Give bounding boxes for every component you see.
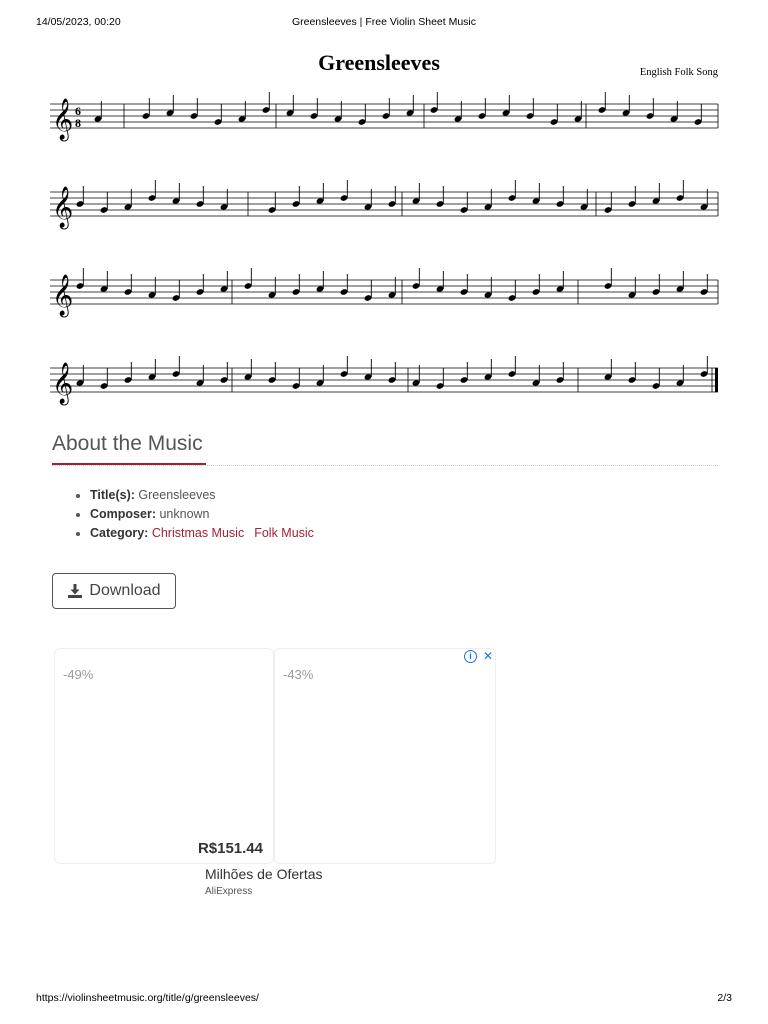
- print-page-title: Greensleeves | Free Violin Sheet Music: [291, 16, 477, 28]
- ad-title[interactable]: Milhões de Ofertas: [205, 866, 323, 882]
- ad-block: [52, 648, 494, 900]
- close-icon[interactable]: ✕: [482, 649, 494, 663]
- print-datetime: 14/05/2023, 00:20: [36, 16, 121, 28]
- meta-composer-key: Composer:: [90, 507, 156, 521]
- time-signature-top: 6: [75, 104, 81, 118]
- about-divider-accent: [52, 463, 206, 465]
- meta-category: [90, 526, 324, 540]
- sheet-music-image: [48, 44, 722, 414]
- info-icon[interactable]: i: [464, 650, 477, 663]
- ad-discount: -43%: [283, 667, 314, 682]
- treble-clef-icon: 𝄞: [52, 363, 74, 404]
- treble-clef-icon: 𝄞: [52, 99, 74, 140]
- print-header: [36, 16, 732, 30]
- treble-clef-icon: 𝄞: [52, 275, 74, 316]
- ad-advertiser: AliExpress: [205, 886, 253, 897]
- meta-composer-value: unknown: [159, 507, 210, 521]
- sheet-subtitle: English Folk Song: [639, 67, 718, 78]
- print-footer: [36, 992, 732, 1006]
- download-button[interactable]: [52, 573, 176, 609]
- staff-system: [50, 268, 718, 317]
- meta-title-value: Greensleeves: [138, 488, 216, 502]
- treble-clef-icon: 𝄞: [52, 187, 74, 228]
- about-heading: About the Music: [52, 432, 203, 455]
- ad-product-card[interactable]: [274, 648, 496, 864]
- download-label: Download: [89, 582, 161, 599]
- download-icon: [67, 583, 83, 599]
- meta-title-key: Title(s):: [90, 488, 135, 502]
- ad-controls: [464, 649, 495, 663]
- ad-price: R$151.44: [197, 840, 263, 857]
- staff-system: [50, 356, 718, 405]
- print-page-number: 2/3: [717, 992, 732, 1004]
- staff-system: [50, 180, 718, 229]
- staff-system: [50, 92, 718, 141]
- meta-title: [90, 488, 324, 502]
- ad-discount: -49%: [63, 667, 94, 682]
- meta-composer: [90, 507, 324, 521]
- sheet-title: Greensleeves: [318, 50, 440, 75]
- time-signature-bottom: 8: [75, 116, 81, 130]
- meta-category-key: Category:: [90, 526, 149, 540]
- print-url: https://violinsheetmusic.org/title/g/greensleeves/: [36, 992, 259, 1004]
- category-link-folk[interactable]: Folk Music: [254, 526, 314, 540]
- category-link-christmas[interactable]: Christmas Music: [151, 526, 245, 540]
- final-barline: [715, 368, 718, 392]
- ad-product-card[interactable]: [54, 648, 274, 864]
- music-meta-list: [74, 488, 324, 545]
